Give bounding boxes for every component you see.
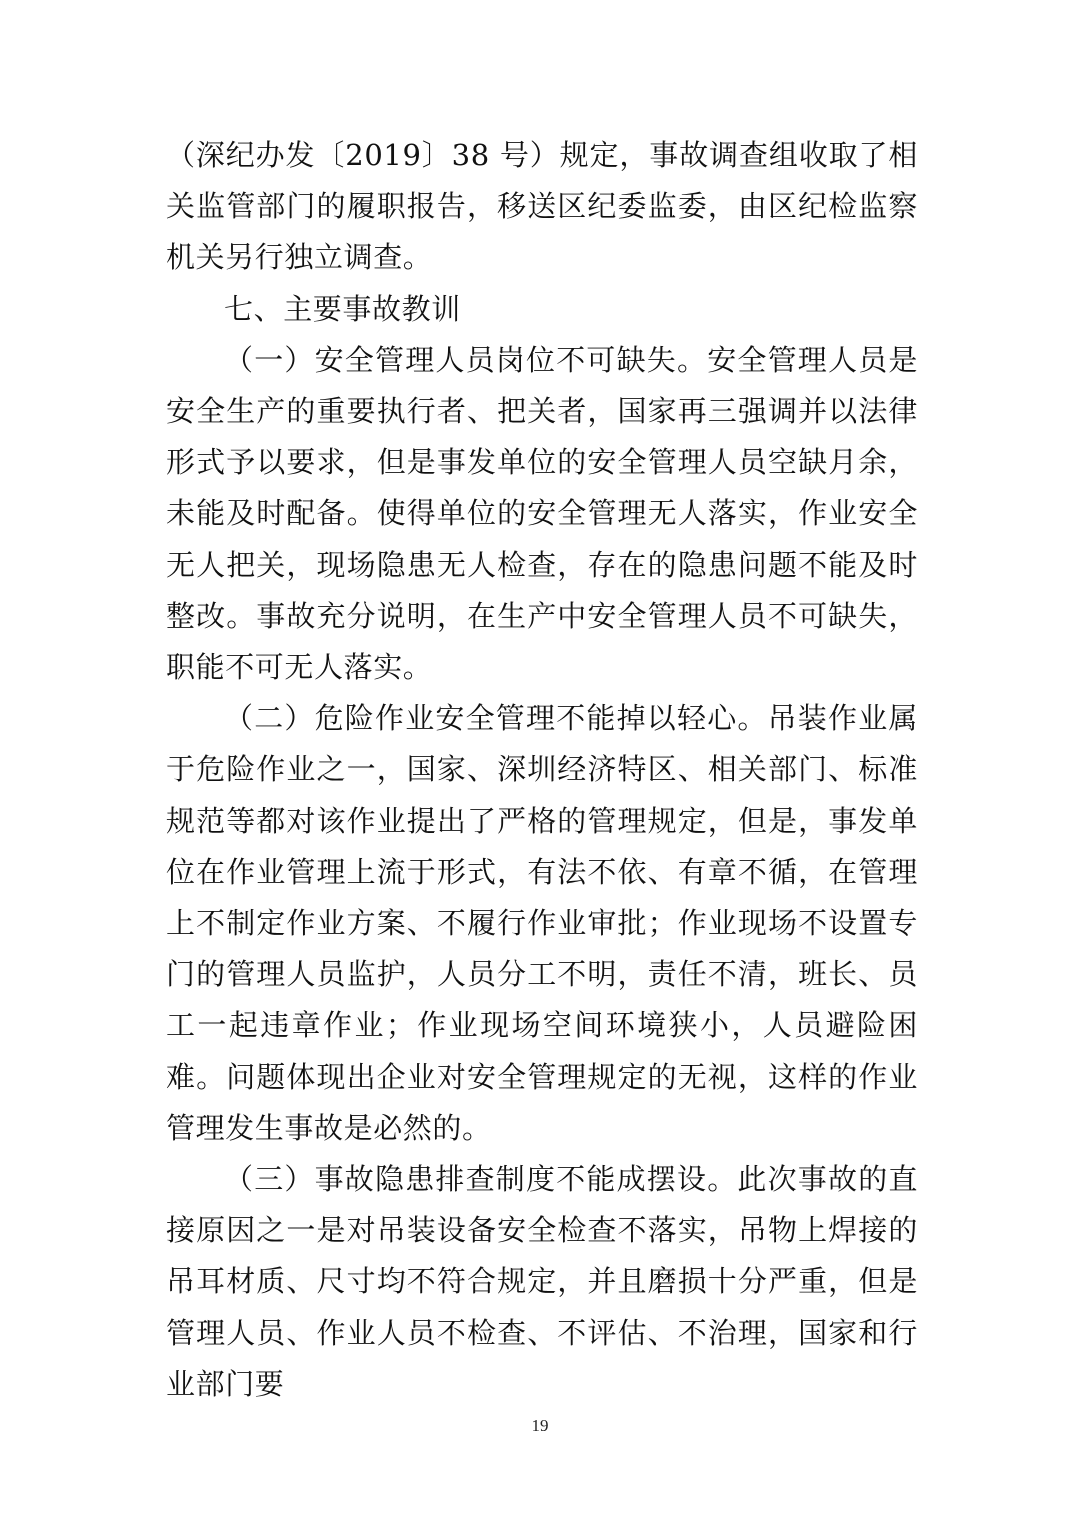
paragraph-lesson-2: （二）危险作业安全管理不能掉以轻心。吊装作业属于危险作业之一，国家、深圳经济特区、相关部门、标准规范等都对该作业提出了严格的管理规定，但是，事发单位在作业管理上流于形式，有法不依、有章不循，在管理上不制定作业方案、不履行作业审批；作业现场不设置专门的管理人员监护，人员分工不明，责任不清，班长、员工一起违章作业；作业现场空间环境狭小，人员避险困难。问题体现出企业对安全管理规定的无视，这样的作业管理发生事故是必然的。 bbox=[166, 701, 918, 1145]
paragraph-continuation: （深纪办发〔2019〕38 号）规定，事故调查组收取了相关监管部门的履职报告，移送区纪委监委，由区纪检监察机关另行独立调查。 bbox=[166, 138, 918, 275]
section-heading-lessons: 七、主要事故教训 bbox=[224, 291, 461, 326]
paragraph-lesson-3: （三）事故隐患排查制度不能成摆设。此次事故的直接原因之一是对吊装设备安全检查不落实，吊物上焊接的吊耳材质、尺寸均不符合规定，并且磨损十分严重，但是管理人员、作业人员不检查、不评估、不治理，国家和行业部门要 bbox=[166, 1162, 918, 1401]
page-number: 19 bbox=[531, 1416, 549, 1435]
document-body bbox=[166, 130, 918, 1410]
paragraph-lesson-1: （一）安全管理人员岗位不可缺失。安全管理人员是安全生产的重要执行者、把关者，国家再三强调并以法律形式予以要求，但是事发单位的安全管理人员空缺月余，未能及时配备。使得单位的安全管理无人落实，作业安全无人把关，现场隐患无人检查，存在的隐患问题不能及时整改。事故充分说明，在生产中安全管理人员不可缺失，职能不可无人落实。 bbox=[166, 342, 918, 685]
